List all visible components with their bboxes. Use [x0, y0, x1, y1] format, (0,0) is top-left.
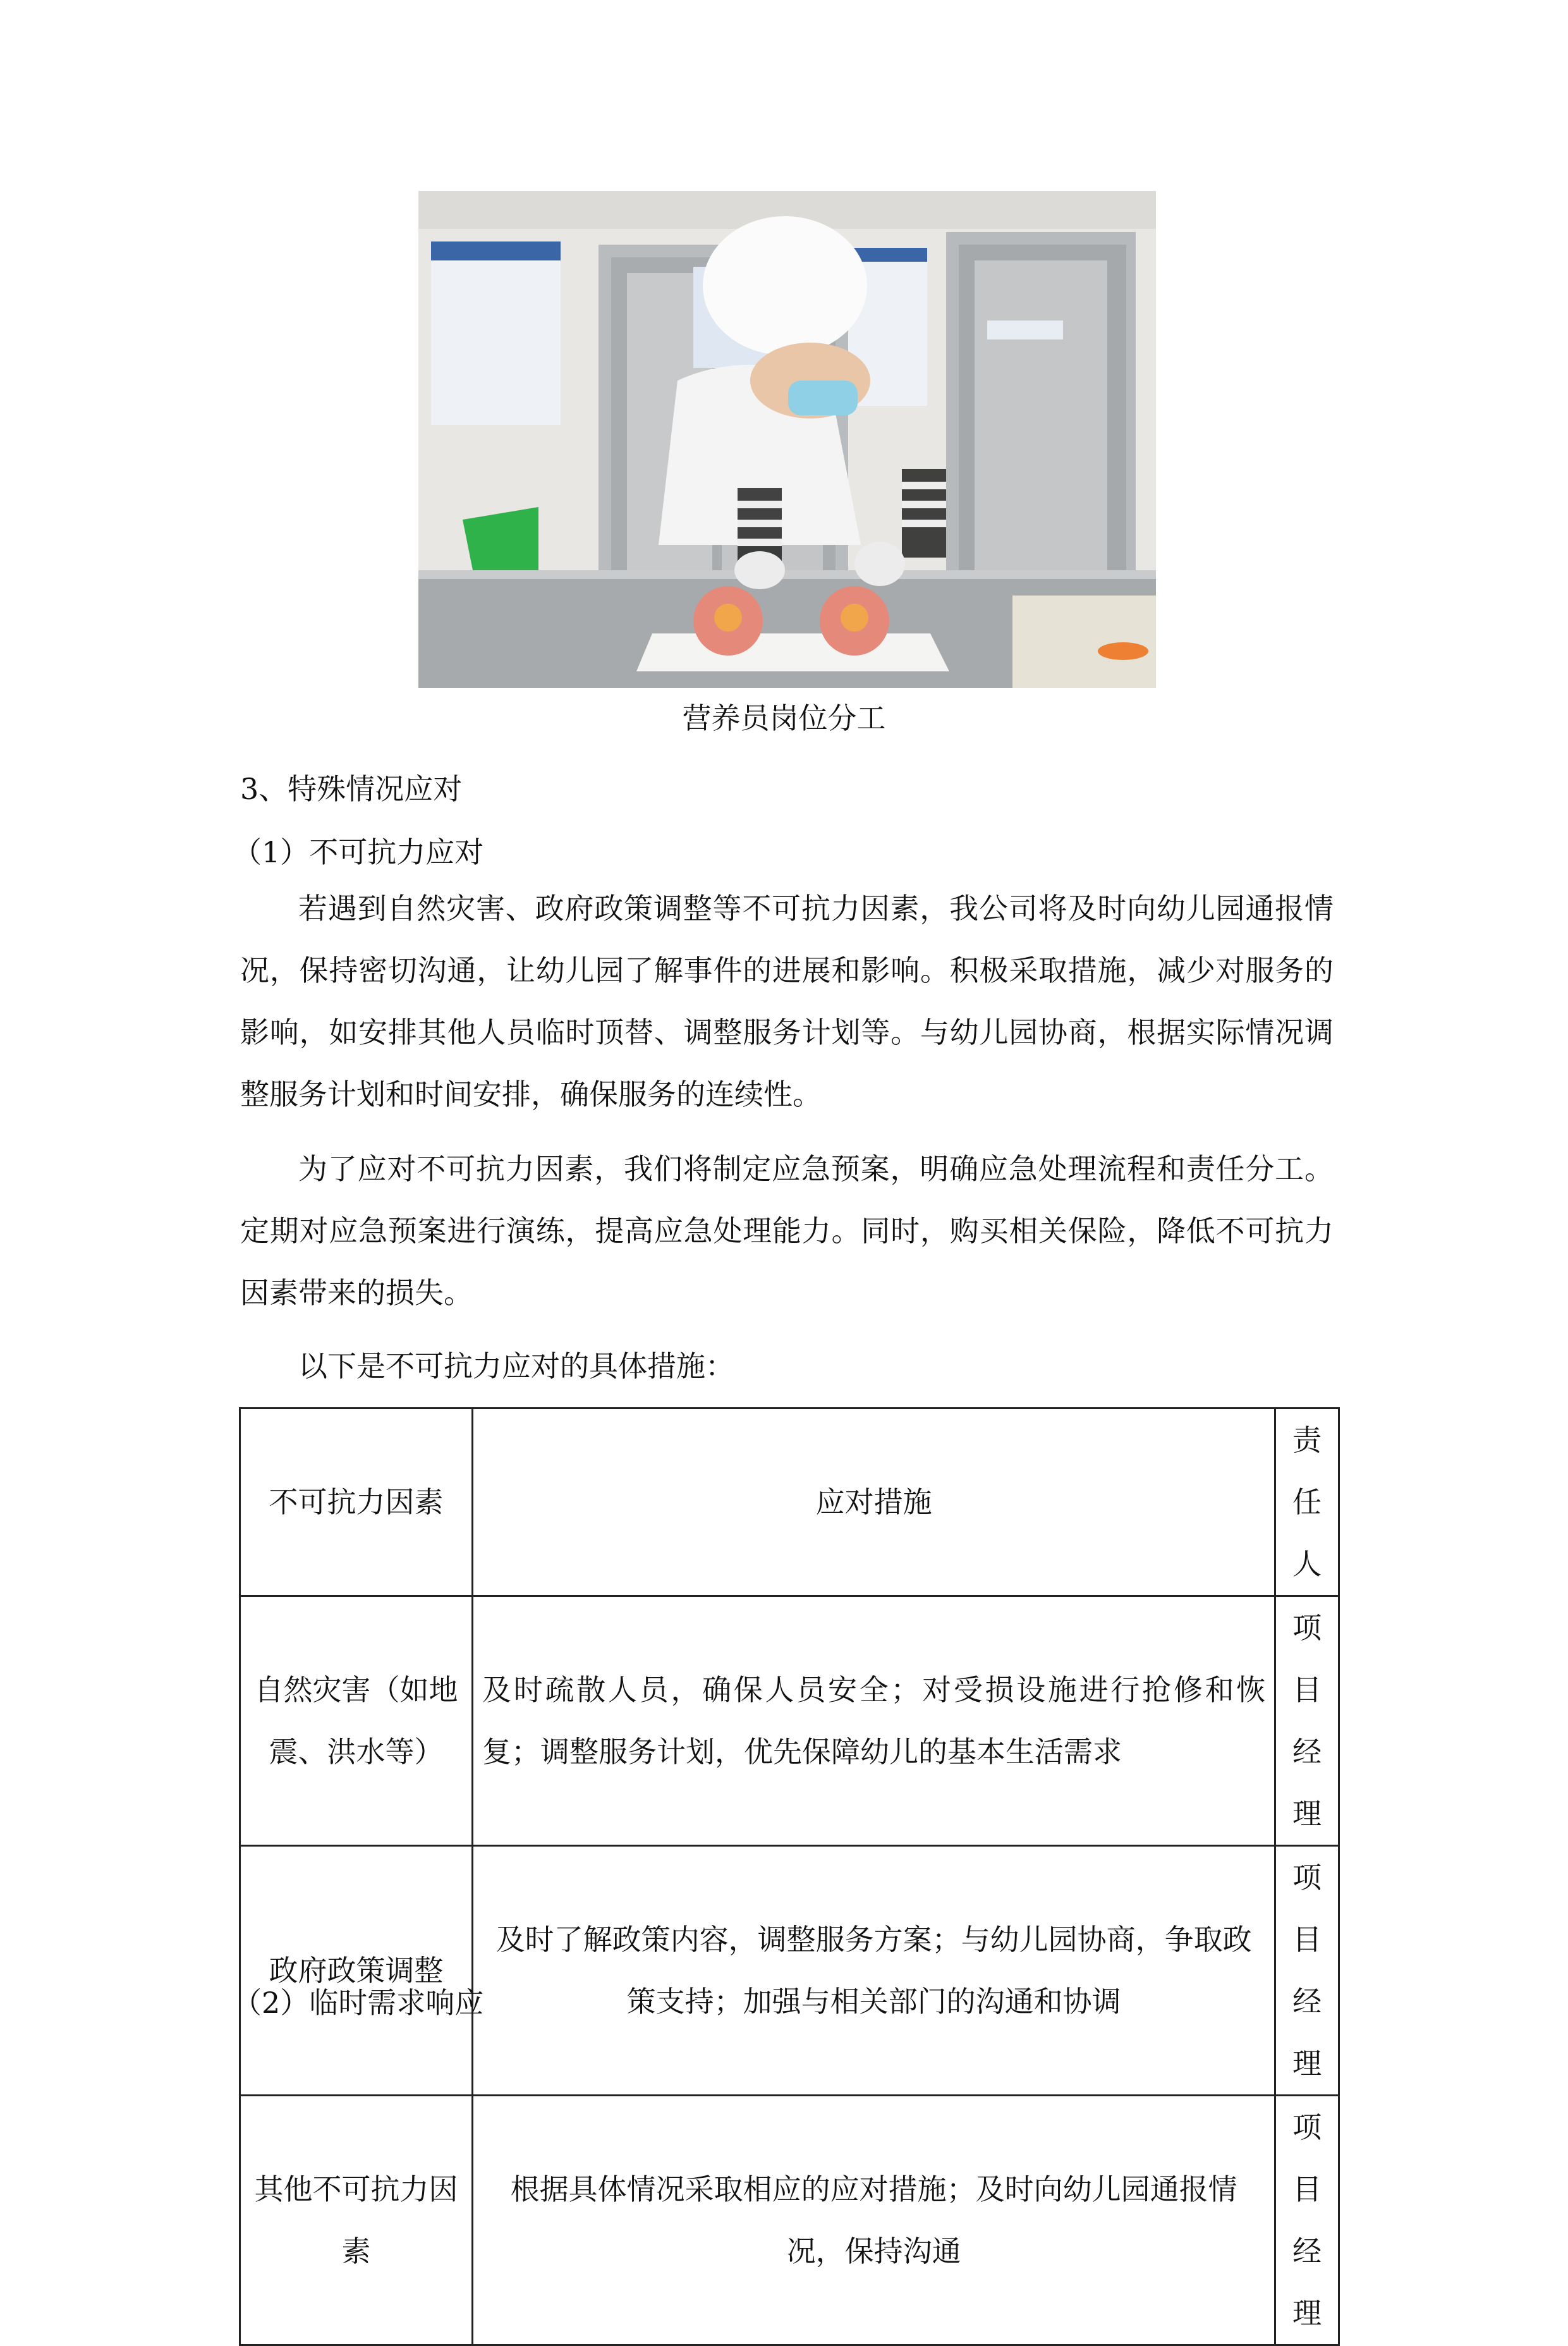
table-header: 不可抗力因素 — [240, 1408, 473, 1596]
subsection-force-majeure: （1）不可抗力应对 — [233, 835, 484, 869]
table-row — [240, 1846, 1339, 2096]
table-header-row — [240, 1408, 1339, 1596]
table-row — [240, 1596, 1339, 1846]
table-cell: 其他不可抗力因素 — [240, 2096, 473, 2345]
table-cell: 项目经理 — [1275, 1596, 1339, 1846]
paragraph-1: 若遇到自然灾害、政府政策调整等不可抗力因素，我公司将及时向幼儿园通报情况，保持密切沟通，让幼儿园了解事件的进展和影响。积极采取措施，减少对服务的影响，如安排其他人员临时顶替、调整服务计划等。与幼儿园协商，根据实际情况调整服务计划和时间安排，确保服务的连续性。 — [240, 891, 1334, 1111]
table-header: 责任人 — [1275, 1408, 1339, 1596]
table-cell: 及时了解政策内容，调整服务方案；与幼儿园协商，争取政策支持；加强与相关部门的沟通和协调 — [473, 1846, 1275, 2096]
force-majeure-table — [239, 1407, 1340, 2346]
subsection-temporary-demand: （2）临时需求响应 — [233, 1986, 484, 2020]
section-title: 3、特殊情况应对 — [240, 772, 463, 806]
table-cell: 自然灾害（如地震、洪水等） — [240, 1596, 473, 1846]
table-header: 应对措施 — [473, 1408, 1275, 1596]
photo-caption: 营养员岗位分工 — [682, 701, 886, 735]
table-cell: 政府政策调整 — [240, 1846, 473, 2096]
kitchen-photo — [418, 191, 1156, 688]
table-row — [240, 2096, 1339, 2345]
paragraph-3: 以下是不可抗力应对的具体措施： — [298, 1349, 734, 1383]
table-cell: 项目经理 — [1275, 1846, 1339, 2096]
table-cell: 及时疏散人员，确保人员安全；对受损设施进行抢修和恢复；调整服务计划，优先保障幼儿的基本生活需求 — [473, 1596, 1275, 1846]
table-cell: 项目经理 — [1275, 2096, 1339, 2345]
paragraph-2: 为了应对不可抗力因素，我们将制定应急预案，明确应急处理流程和责任分工。定期对应急预案进行演练，提高应急处理能力。同时，购买相关保险，降低不可抗力因素带来的损失。 — [240, 1152, 1334, 1310]
chef-plating-illustration — [418, 191, 1156, 688]
table-cell: 根据具体情况采取相应的应对措施；及时向幼儿园通报情况，保持沟通 — [473, 2096, 1275, 2345]
